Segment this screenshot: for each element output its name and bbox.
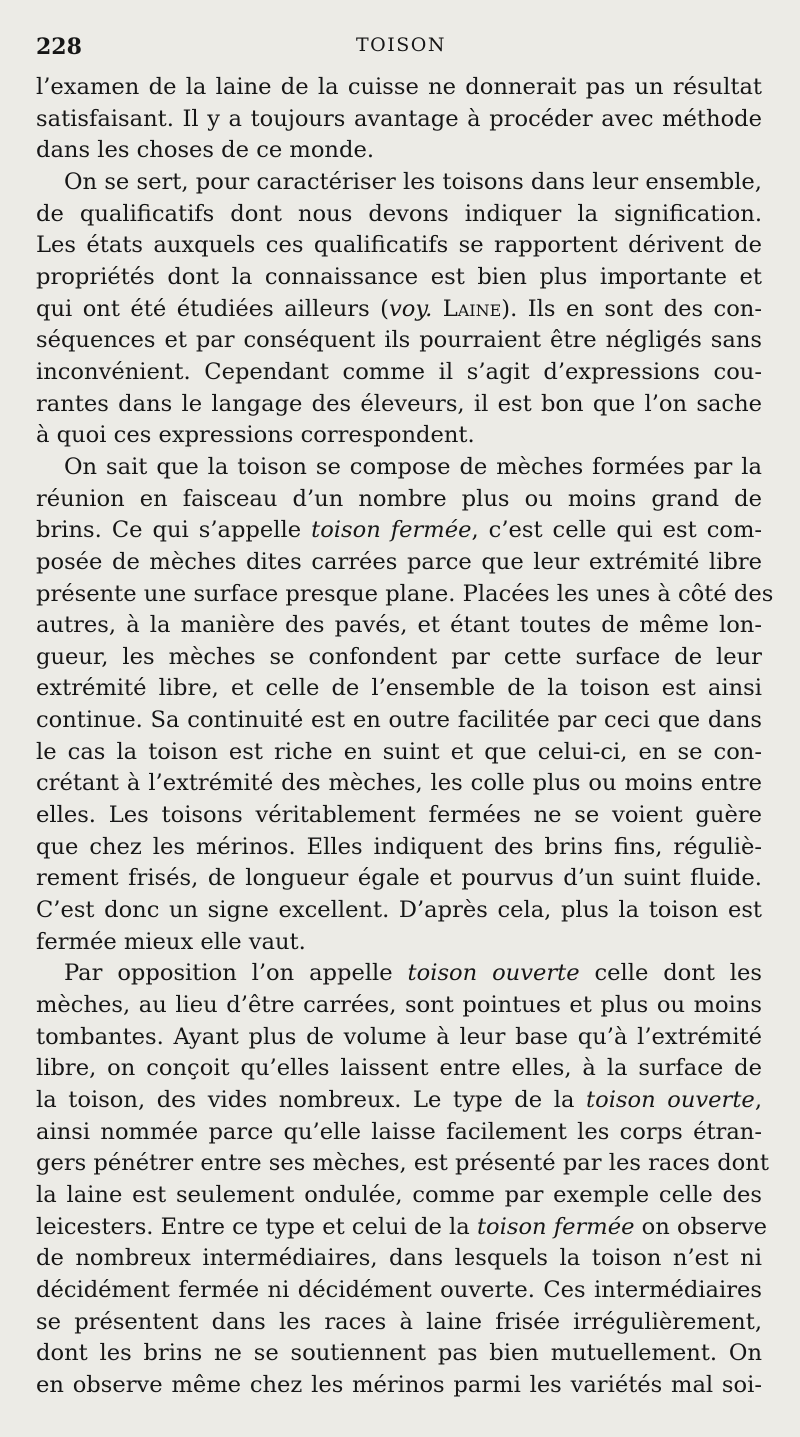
text-line: rantes dans le langage des éleveurs, il est bon que l’on sache — [36, 390, 762, 417]
text-line: brins. Ce qui s’appelle toison fermée, c’est celle qui est com- — [36, 517, 763, 544]
page-header — [36, 30, 766, 74]
running-title: TOISON — [356, 34, 446, 56]
text-line: crétant à l’extrémité des mèches, les colle plus ou moins entre — [36, 770, 762, 797]
paragraph — [36, 958, 769, 1401]
body-text — [36, 72, 774, 1402]
text-line: libre, on conçoit qu’elles laissent entre elles, à la surface de — [36, 1055, 762, 1082]
text-line: de qualificatifs dont nous devons indiquer la signification. — [36, 200, 762, 227]
text-line: Les états auxquels ces qualificatifs se rapportent dérivent de — [36, 232, 762, 259]
text-line: réunion en faisceau d’un nombre plus ou moins grand de — [36, 485, 762, 512]
text-line: que chez les mérinos. Elles indiquent des brins fins, réguliè- — [36, 833, 762, 860]
text-line: la laine est seulement ondulée, comme par exemple celle des — [36, 1181, 762, 1208]
text-line: mèches, au lieu d’être carrées, sont pointues et plus ou moins — [36, 992, 762, 1019]
text-line: inconvénient. Cependant comme il s’agit d’expressions cou- — [36, 358, 762, 385]
text-line: fermée mieux elle vaut. — [36, 928, 306, 955]
text-line: présente une surface presque plane. Placées les unes à côté des — [36, 580, 774, 607]
text-line: dans les choses de ce monde. — [36, 137, 375, 164]
text-line: On se sert, pour caractériser les toisons dans leur ensemble, — [64, 168, 762, 195]
paragraph — [36, 452, 774, 959]
text-line: autres, à la manière des pavés, et étant toutes de même lon- — [36, 612, 762, 639]
text-line: C’est donc un signe excellent. D’après cela, plus la toison est — [36, 897, 762, 924]
text-line: se présentent dans les races à laine frisée irrégulièrement, — [36, 1308, 762, 1335]
text-line: gers pénétrer entre ses mèches, est présenté par les races dont — [36, 1150, 769, 1177]
text-line: ainsi nommée parce qu’elle laisse facilement les corps étran- — [36, 1118, 762, 1145]
text-line: propriétés dont la connaissance est bien plus importante et — [36, 263, 762, 290]
text-line: qui ont été étudiées ailleurs (voy. Laine). Ils en sont des con- — [36, 295, 762, 322]
paragraph — [36, 72, 762, 167]
paragraph — [36, 167, 762, 452]
text-line: l’examen de la laine de la cuisse ne donnerait pas un résultat — [36, 74, 762, 100]
text-line: la toison, des vides nombreux. Le type de la toison ouverte, — [36, 1087, 762, 1113]
text-line: de nombreux intermédiaires, dans lesquels la toison n’est ni — [36, 1245, 762, 1272]
text-line: On sait que la toison se compose de mèches formées par la — [64, 453, 762, 480]
text-line: en observe même chez les mérinos parmi les variétés mal soi- — [36, 1371, 762, 1398]
text-line: dont les brins ne se soutiennent pas bien mutuellement. On — [36, 1340, 762, 1367]
text-line: rement frisés, de longueur égale et pourvus d’un suint fluide. — [36, 865, 762, 892]
text-line: à quoi ces expressions correspondent. — [36, 422, 475, 449]
text-line: extrémité libre, et celle de l’ensemble de la toison est ainsi — [36, 675, 762, 702]
text-line: satisfaisant. Il y a toujours avantage à procéder avec méthode — [36, 105, 762, 132]
text-line: posée de mèches dites carrées parce que leur extrémité libre — [36, 548, 762, 575]
text-line: continue. Sa continuité est en outre facilitée par ceci que dans — [36, 707, 762, 734]
text-line: tombantes. Ayant plus de volume à leur base qu’à l’extrémité — [36, 1023, 762, 1050]
text-line: séquences et par conséquent ils pourraient être négligés sans — [36, 327, 762, 354]
page-number: 228 — [36, 34, 82, 60]
text-line: elles. Les toisons véritablement fermées ne se voient guère — [36, 802, 762, 829]
text-line: Par opposition l’on appelle toison ouverte celle dont les — [64, 960, 762, 987]
text-line: décidément fermée ni décidément ouverte. Ces intermédiaires — [36, 1276, 762, 1303]
text-line: leicesters. Entre ce type et celui de la toison fermée on observe — [36, 1213, 767, 1240]
text-line: gueur, les mèches se confondent par cette surface de leur — [36, 643, 762, 670]
text-line: le cas la toison est riche en suint et que celui-ci, en se con- — [36, 738, 762, 765]
